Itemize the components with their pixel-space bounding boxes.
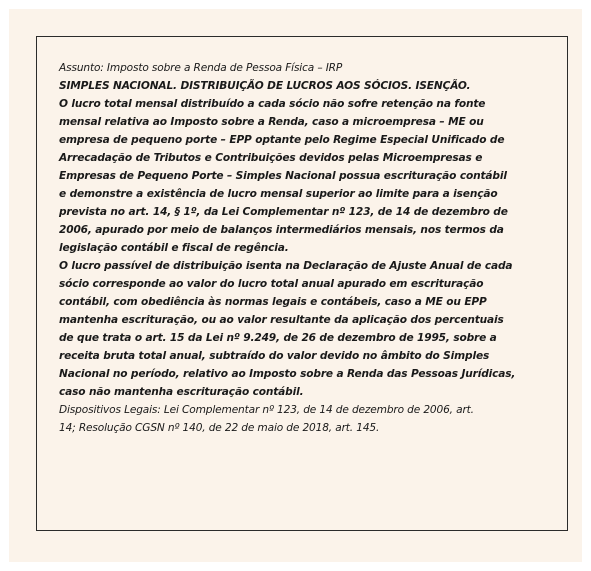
paragraph1-line: Arrecadação de Tributos e Contribuições devidos pelas Microempresas e <box>59 152 483 164</box>
document-page <box>9 9 582 562</box>
paragraph2-line: contábil, com obediência às normas legais e contábeis, caso a ME ou EPP <box>59 296 487 308</box>
ementa-box <box>36 36 568 531</box>
legal-line: Dispositivos Legais: Lei Complementar nº 123, de 14 de dezembro de 2006, art. <box>59 404 474 416</box>
assunto-line: Assunto: Imposto sobre a Renda de Pessoa Física – IRP <box>59 62 343 74</box>
paragraph1-line: prevista no art. 14, § 1º, da Lei Complementar nº 123, de 14 de dezembro de <box>59 206 508 218</box>
paragraph2-line: sócio corresponde ao valor do lucro total anual apurado em escrituração <box>59 278 484 290</box>
paragraph2-line: O lucro passível de distribuição isenta na Declaração de Ajuste Anual de cada <box>59 260 513 272</box>
paragraph2-line: Nacional no período, relativo ao Imposto sobre a Renda das Pessoas Jurídicas, <box>59 368 516 380</box>
paragraph1-line: O lucro total mensal distribuído a cada sócio não sofre retenção na fonte <box>59 98 486 110</box>
paragraph1-line: 2006, apurado por meio de balanços intermediários mensais, nos termos da <box>59 224 504 236</box>
ementa-text <box>59 59 555 437</box>
ementa-title: SIMPLES NACIONAL. DISTRIBUIÇÃO DE LUCROS AOS SÓCIOS. ISENÇÃO. <box>59 80 471 92</box>
paragraph2-line: caso não mantenha escrituração contábil. <box>59 386 304 398</box>
paragraph2-line: mantenha escrituração, ou ao valor resultante da aplicação dos percentuais <box>59 314 504 326</box>
legal-line: 14; Resolução CGSN nº 140, de 22 de maio de 2018, art. 145. <box>59 422 380 434</box>
paragraph1-line: Empresas de Pequeno Porte – Simples Nacional possua escrituração contábil <box>59 170 507 182</box>
paragraph1-line: mensal relativa ao Imposto sobre a Renda, caso a microempresa – ME ou <box>59 116 484 128</box>
paragraph1-line: e demonstre a existência de lucro mensal superior ao limite para a isenção <box>59 188 498 200</box>
paragraph2-line: de que trata o art. 15 da Lei nº 9.249, de 26 de dezembro de 1995, sobre a <box>59 332 497 344</box>
paragraph1-line: legislação contábil e fiscal de regência. <box>59 242 289 254</box>
paragraph1-line: empresa de pequeno porte – EPP optante pelo Regime Especial Unificado de <box>59 134 505 146</box>
paragraph2-line: receita bruta total anual, subtraído do valor devido no âmbito do Simples <box>59 350 490 362</box>
